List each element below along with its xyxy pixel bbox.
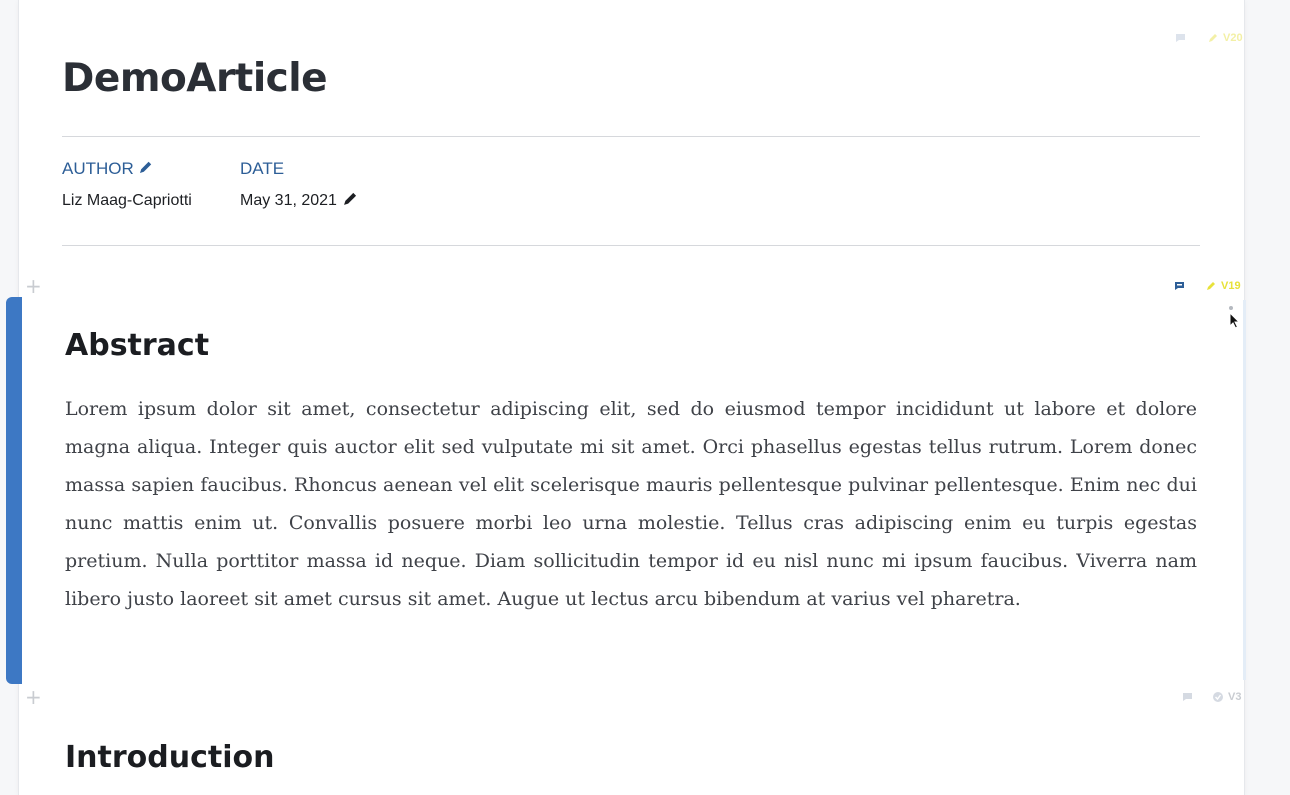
add-block-button[interactable] — [25, 687, 42, 707]
comment-icon[interactable] — [1175, 33, 1186, 43]
introduction-heading[interactable]: Introduction — [65, 740, 275, 775]
title-version-indicator[interactable] — [1175, 32, 1243, 44]
document-title[interactable]: DemoArticle — [62, 56, 328, 101]
pencil-icon[interactable] — [343, 191, 358, 211]
date-label: DATE — [240, 159, 285, 178]
add-block-button[interactable] — [25, 276, 42, 296]
mouse-pointer-icon — [1229, 312, 1240, 334]
comment-icon[interactable] — [1182, 692, 1193, 702]
pencil-icon[interactable] — [1206, 281, 1216, 291]
author-label-row — [62, 159, 192, 179]
abstract-heading[interactable]: Abstract — [65, 328, 210, 363]
abstract-body[interactable]: Lorem ipsum dolor sit amet, consectetur adipiscing elit, sed do eiusmod tempor incididunt ut labore et dolore magna aliqua. Integer quis auctor elit sed vulputate mi sit amet. Orci phasellus egestas tellus rutrum. Lorem donec massa sapien faucibus. Rhoncus aenean vel elit scelerisque mauris pellentesque pulvinar pellentesque. Enim nec dui nunc mattis enim ut. Convallis posuere morbi leo urna molestie. Tellus cras adipiscing enim eu turpis egestas pretium. Nulla porttitor massa id neque. Diam sollicitudin tempor id eu nisl nunc mi ipsum faucibus. Viverra nam libero justo laoreet sit amet cursus sit amet. Augue ut lectus arcu bibendum at varius vel pharetra. — [65, 398, 1197, 610]
date-value[interactable]: May 31, 2021 — [240, 192, 337, 209]
introduction-version-label: V3 — [1228, 691, 1242, 703]
check-circle-icon[interactable] — [1213, 692, 1223, 702]
abstract-version-label: V19 — [1221, 280, 1241, 292]
comment-icon[interactable] — [1174, 281, 1185, 291]
abstract-version-indicator[interactable] — [1174, 280, 1241, 292]
plus-icon: + — [25, 274, 42, 298]
metadata-divider — [62, 245, 1200, 246]
section-selection-bar — [6, 297, 22, 684]
date-field — [240, 159, 358, 211]
pencil-icon[interactable] — [1208, 33, 1218, 43]
title-version-label: V20 — [1223, 32, 1243, 44]
pencil-icon[interactable] — [139, 159, 153, 179]
author-value[interactable]: Liz Maag-Capriotti — [62, 192, 192, 209]
date-value-row[interactable] — [240, 191, 358, 211]
section-handle[interactable] — [1229, 306, 1233, 310]
author-field — [62, 159, 192, 211]
plus-icon: + — [25, 685, 42, 709]
section-selection-edge — [1243, 300, 1246, 680]
title-divider — [62, 136, 1200, 137]
author-label: AUTHOR — [62, 159, 134, 178]
introduction-version-indicator[interactable] — [1182, 691, 1241, 703]
